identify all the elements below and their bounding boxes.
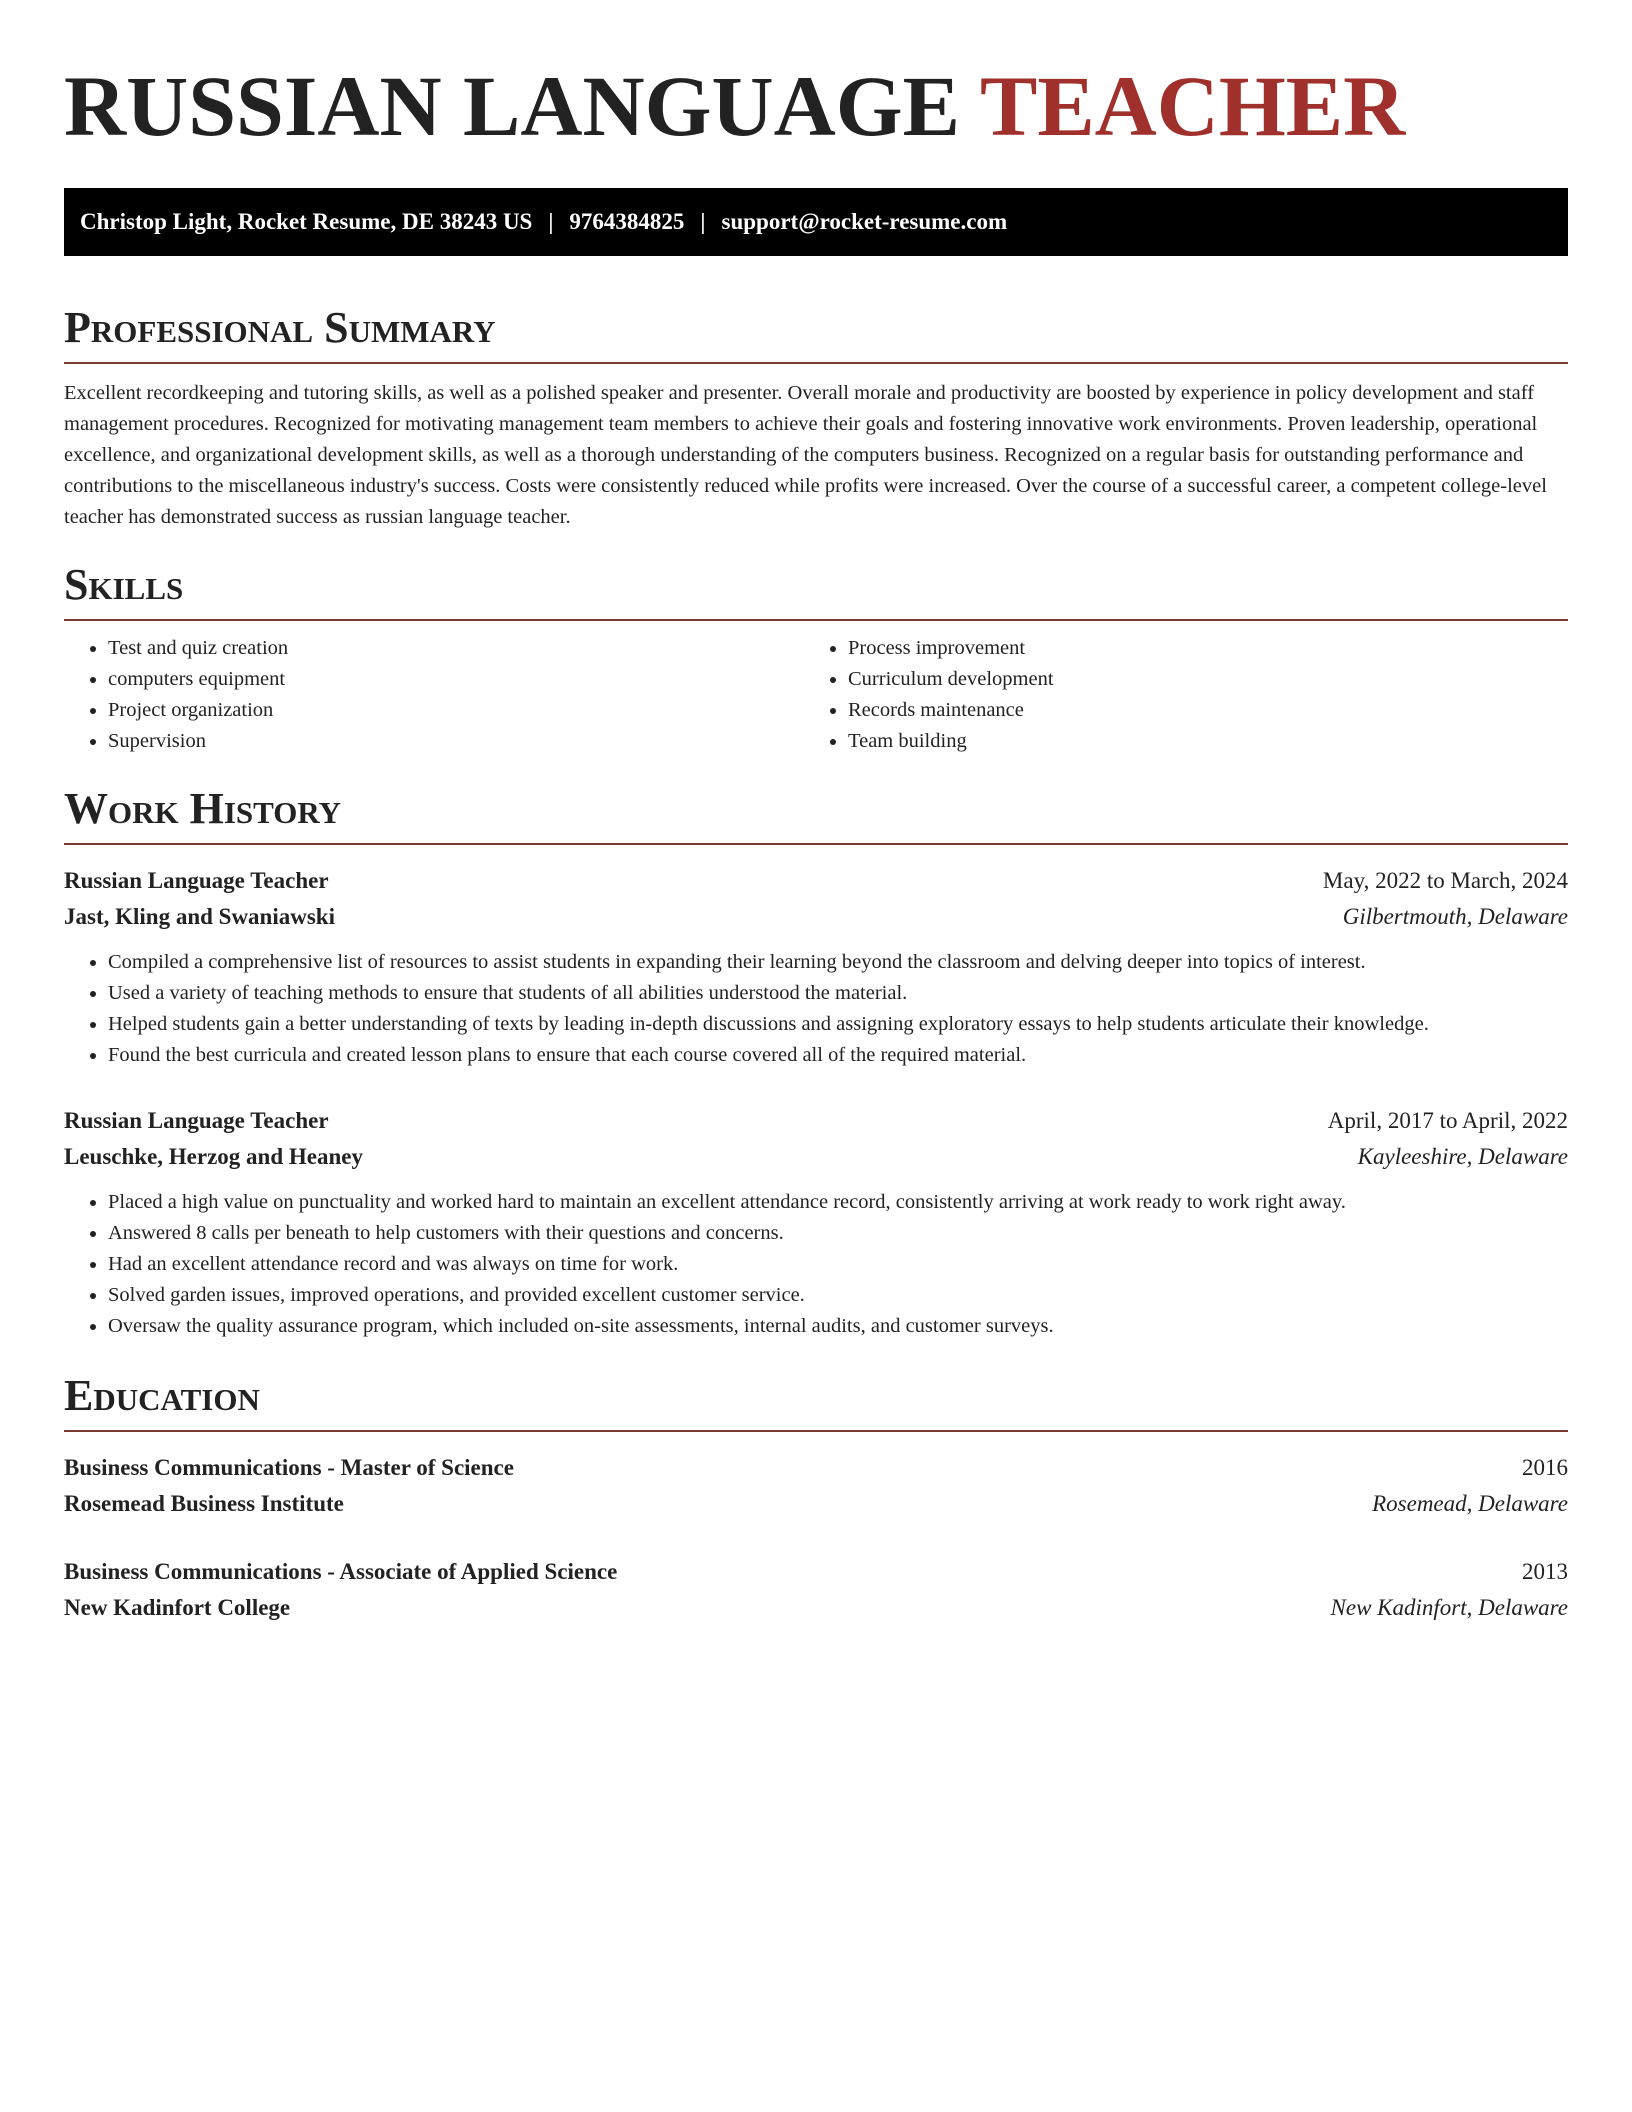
- title-accent: TEACHER: [979, 58, 1406, 154]
- skills-section: [64, 559, 1568, 757]
- job-header-row: [64, 1103, 1568, 1139]
- education-school-row: [64, 1590, 1568, 1626]
- summary-text: Excellent recordkeeping and tutoring skills, as well as a polished speaker and presenter. Overall morale and productivity are boosted by experience in policy development and staff management procedures. Recognized for motivating management team members to achieve their goals and fostering innovative work environments. Proven leadership, operational excellence, and organizational development skills, as well as a thorough understanding of the computers business. Recognized on a regular basis for outstanding performance and contributions to the miscellaneous industry's success. Costs were consistently reduced while profits were increased. Over the course of a successful career, a competent college-level teacher has demonstrated success as russian language teacher.: [64, 382, 1547, 528]
- education-degree: Business Communications - Master of Science: [64, 1455, 514, 1480]
- education-degree-row: [64, 1450, 1568, 1486]
- education-school: Rosemead Business Institute: [64, 1491, 344, 1516]
- job-bullet: • Oversaw the quality assurance program, which included on-site assessments, internal audits, and customer surveys.: [108, 1311, 1568, 1342]
- job-bullet: • Helped students gain a better understanding of texts by leading in-depth discussions and assigning exploratory essays to help students articulate their knowledge.: [108, 1009, 1568, 1040]
- skills-grid: [64, 633, 1568, 757]
- job-entry: [64, 863, 1568, 1071]
- resume-title: [64, 56, 1568, 156]
- education-section: [64, 1370, 1568, 1626]
- job-bullets: [64, 947, 1568, 1071]
- job-title: Russian Language Teacher: [64, 1108, 329, 1133]
- work-history-section: [64, 783, 1568, 1342]
- job-bullet: • Had an excellent attendance record and was always on time for work.: [108, 1249, 1568, 1280]
- skill-item: • computers equipment: [108, 664, 804, 695]
- job-bullet: • Compiled a comprehensive list of resources to assist students in expanding their learning beyond the classroom and delving deeper into topics of interest.: [108, 947, 1568, 978]
- skills-list-right: [804, 633, 1568, 757]
- job-location: Kayleeshire, Delaware: [1357, 1144, 1568, 1169]
- job-bullet: • Answered 8 calls per beneath to help customers with their questions and concerns.: [108, 1218, 1568, 1249]
- section-heading-work-history: Work History: [64, 783, 1568, 845]
- skill-item: • Project organization: [108, 695, 804, 726]
- skill-item: • Process improvement: [848, 633, 1568, 664]
- contact-separator: |: [548, 209, 554, 234]
- job-company-row: [64, 1139, 1568, 1175]
- job-entry: [64, 1103, 1568, 1342]
- education-school-row: [64, 1486, 1568, 1522]
- contact-bar: [64, 188, 1568, 256]
- contact-address: Christop Light, Rocket Resume, DE 38243 US: [80, 209, 533, 234]
- job-bullet: • Used a variety of teaching methods to ensure that students of all abilities understood the material.: [108, 978, 1568, 1009]
- education-degree: Business Communications - Associate of Applied Science: [64, 1559, 618, 1584]
- job-bullet: • Placed a high value on punctuality and worked hard to maintain an excellent attendance record, consistently arriving at work ready to work right away.: [108, 1187, 1568, 1218]
- skill-item: • Test and quiz creation: [108, 633, 804, 664]
- title-main: RUSSIAN LANGUAGE: [64, 58, 960, 154]
- education-year: 2013: [1522, 1559, 1568, 1584]
- education-entry: [64, 1554, 1568, 1626]
- job-bullets: [64, 1187, 1568, 1342]
- section-heading-skills: Skills: [64, 559, 1568, 621]
- education-school: New Kadinfort College: [64, 1595, 291, 1620]
- contact-separator: |: [700, 209, 706, 234]
- contact-phone: 9764384825: [569, 209, 685, 234]
- education-degree-row: [64, 1554, 1568, 1590]
- skill-item: • Supervision: [108, 726, 804, 757]
- job-dates: May, 2022 to March, 2024: [1322, 868, 1568, 893]
- job-header-row: [64, 863, 1568, 899]
- job-location: Gilbertmouth, Delaware: [1342, 904, 1568, 929]
- section-heading-summary: Professional Summary: [64, 302, 1568, 364]
- job-company: Jast, Kling and Swaniawski: [64, 904, 335, 929]
- job-title: Russian Language Teacher: [64, 868, 329, 893]
- section-heading-education: Education: [64, 1370, 1568, 1432]
- education-location: New Kadinfort, Delaware: [1330, 1595, 1568, 1620]
- contact-email: support@rocket-resume.com: [721, 209, 1008, 234]
- education-year: 2016: [1522, 1455, 1568, 1480]
- job-dates: April, 2017 to April, 2022: [1327, 1108, 1568, 1133]
- education-entry: [64, 1450, 1568, 1522]
- skill-item: • Team building: [848, 726, 1568, 757]
- job-company: Leuschke, Herzog and Heaney: [64, 1144, 363, 1169]
- professional-summary-section: [64, 302, 1568, 533]
- skills-list-left: [64, 633, 804, 757]
- job-company-row: [64, 899, 1568, 935]
- job-bullet: • Found the best curricula and created lesson plans to ensure that each course covered all of the required material.: [108, 1040, 1568, 1071]
- skill-item: • Records maintenance: [848, 695, 1568, 726]
- job-bullet: • Solved garden issues, improved operations, and provided excellent customer service.: [108, 1280, 1568, 1311]
- skill-item: • Curriculum development: [848, 664, 1568, 695]
- education-location: Rosemead, Delaware: [1372, 1491, 1568, 1516]
